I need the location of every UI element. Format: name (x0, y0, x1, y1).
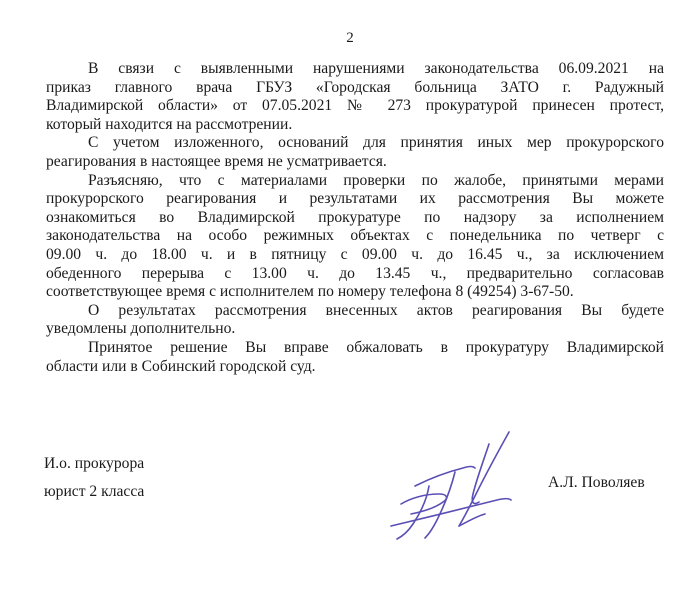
text-line: законодательства на особо режимных объектах с понедельника по четверг с (46, 227, 664, 245)
text-line: В связи с выявленными нарушениями законодательства 06.09.2021 на (88, 60, 664, 77)
text-line: Разъясняю, что с материалами проверки по жалобе, принятыми мерами (88, 171, 664, 189)
paragraph-explanation (46, 172, 664, 302)
text-line: области или в Собинский городской суд. (46, 357, 316, 375)
signatory-rank: юрист 2 класса (44, 483, 145, 500)
page-number: 2 (346, 30, 354, 46)
paragraph-violations (46, 60, 664, 134)
paragraph-appeal (46, 339, 664, 376)
text-line: О результатах рассмотрения внесенных актов реагирования Вы будете (88, 301, 664, 319)
paragraph-no-further-measures (46, 134, 664, 171)
letter-body (46, 60, 664, 376)
text-line: Принятое решение Вы вправе обжаловать в прокуратуру Владимирской (88, 338, 664, 356)
paragraph-notification (46, 302, 664, 339)
signatory-position: И.о. прокурора (44, 455, 145, 472)
text-line: С учетом изложенного, оснований для принятия иных мер прокурорского (88, 134, 664, 152)
text-line: Владимирской области» от 07.05.2021 № 273 прокуратурой принесен протест, (46, 97, 664, 115)
text-line: обеденного перерыва с 13.00 ч. до 13.45 ч., предварительно согласовав (46, 264, 664, 282)
text-line: 09.00 ч. до 18.00 ч. и в пятницу с 09.00 ч. до 16.45 ч., за исключением (46, 245, 664, 263)
handwritten-signature-icon (385, 428, 520, 543)
text-line: уведомлены дополнительно. (46, 320, 236, 338)
signatory-title-block (44, 450, 144, 506)
text-line: который находится на рассмотрении. (46, 115, 293, 133)
text-line: ознакомиться во Владимирской прокуратуре по надзору за исполнением (46, 208, 664, 226)
text-line: соответствующее время с исполнителем по номеру телефона 8 (49254) 3-67-50. (46, 283, 574, 301)
signatory-name: А.Л. Поволяев (548, 474, 645, 491)
text-line: реагирования в настоящее время не усматривается. (46, 152, 387, 170)
text-line: приказ главного врача ГБУЗ «Городская больница ЗАТО г. Радужный (46, 78, 664, 96)
text-line: прокурорского реагирования и результатами их рассмотрения Вы можете (46, 190, 664, 208)
